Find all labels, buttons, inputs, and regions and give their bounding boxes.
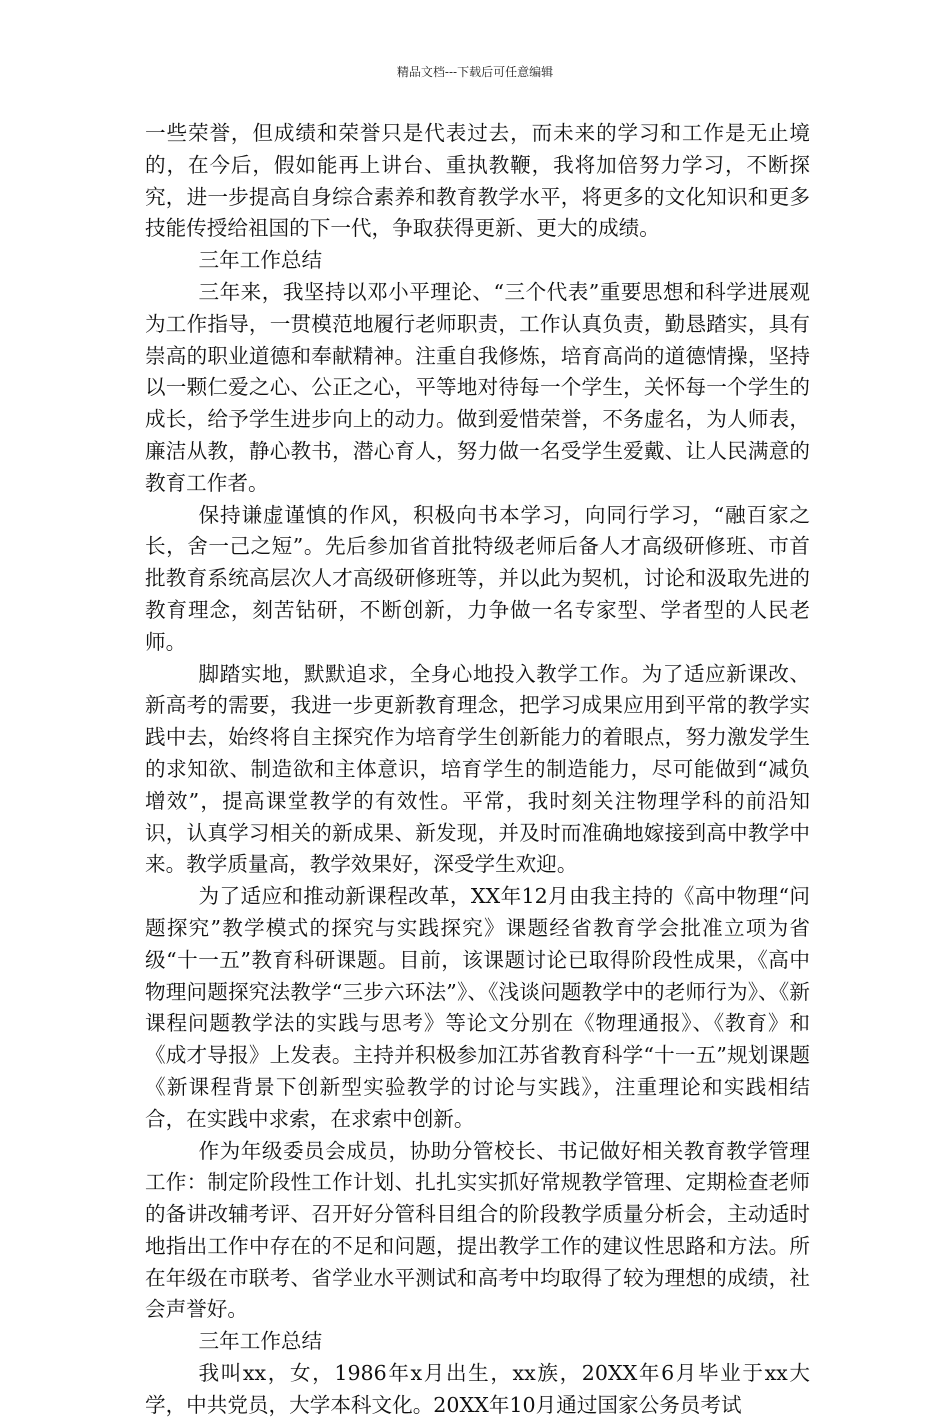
paragraph: 作为年级委员会成员，协助分管校长、书记做好相关教育教学管理工作：制定阶段性工作计划、扎扎实实抓好常规教学管理、定期检查老师的备讲改辅考评、召开好分管科目组合的阶段教学质量分析会，主动适时地指出工作中存在的不足和问题，提出教学工作的建议性思路和方法。所在年级在市联考、省学业水平测试和高考中均取得了较为理想的成绩，社会声誉好。: [145, 1138, 810, 1322]
paragraph: 三年来，我坚持以邓小平理论、“三个代表”重要思想和科学进展观为工作指导，一贯模范地履行老师职责，工作认真负责，勤恳踏实，具有崇高的职业道德和奉献精神。注重自我修炼，培育高尚的道德情操，坚持以一颗仁爱之心、公正之心，平等地对待每一个学生，关怀每一个学生的成长，给予学生进步向上的动力。做到爱惜荣誉，不务虚名，为人师表，廉洁从教，静心教书，潜心育人，努力做一名受学生爱戴、让人民满意的教育工作者。: [145, 279, 810, 495]
section-title: 三年工作总结: [198, 1329, 323, 1354]
paragraph: 保持谦虚谨慎的作风，积极向书本学习，向同行学习，“融百家之长，舍一己之短”。先后参加省首批特级老师后备人才高级研修班、市首批教育系统高层次人才高级研修班等，并以此为契机，讨论和汲取先进的教育理念，刻苦钻研，不断创新，力争做一名专家型、学者型的人民老师。: [145, 502, 810, 654]
document-body: [145, 118, 810, 1422]
page-header: 精品文档---下载后可任意编辑: [396, 65, 554, 79]
paragraph: 我叫xx，女，1986年x月出生，xx族，20XX年6月毕业于xx大学，中共党员，大学本科文化。20XX年10月通过国家公务员考试: [145, 1361, 810, 1417]
paragraph: 为了适应和推动新课程改革，XX年12月由我主持的《高中物理“问题探究”教学模式的探究与实践探究》课题经省教育学会批准立项为省级“十一五”教育科研课题。目前，该课题讨论已取得阶段性成果，《高中物理问题探究法教学“三步六环法”》、《浅谈问题教学中的老师行为》、《新课程问题教学法的实践与思考》等论文分别在《物理通报》、《教育》和《成才导报》上发表。主持并积极参加江苏省教育科学“十一五”规划课题《新课程背景下创新型实验教学的讨论与实践》，注重理论和实践相结合，在实践中求索，在求索中创新。: [145, 884, 810, 1131]
paragraph-continuation: 一些荣誉，但成绩和荣誉只是代表过去，而未来的学习和工作是无止境的，在今后，假如能再上讲台、重执教鞭，我将加倍努力学习，不断探究，进一步提高自身综合素养和教育教学水平，将更多的文化知识和更多技能传授给祖国的下一代，争取获得更新、更大的成绩。: [145, 121, 810, 241]
section-title: 三年工作总结: [198, 248, 323, 273]
paragraph: 脚踏实地，默默追求，全身心地投入教学工作。为了适应新课改、新高考的需要，我进一步更新教育理念，把学习成果应用到平常的教学实践中去，始终将自主探究作为培育学生创新能力的着眼点，努力激发学生的求知欲、制造欲和主体意识，培育学生的制造能力，尽可能做到“减负增效”，提高课堂教学的有效性。平常，我时刻关注物理学科的前沿知识，认真学习相关的新成果、新发现，并及时而准确地嫁接到高中教学中来。教学质量高，教学效果好，深受学生欢迎。: [145, 661, 810, 877]
